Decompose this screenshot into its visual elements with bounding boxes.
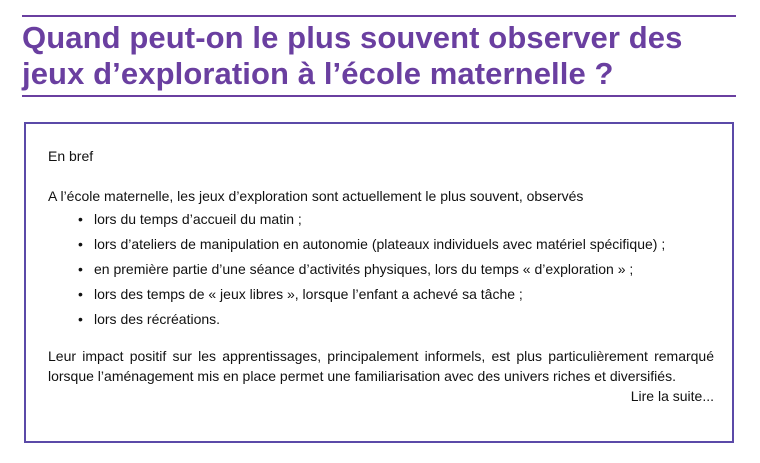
list-item-text: lors des temps de « jeux libres », lorsque l’enfant a achevé sa tâche ; (94, 286, 523, 302)
page-title-line-2: jeux d’exploration à l’école maternelle ? (22, 56, 614, 91)
bullet-icon: • (78, 311, 83, 327)
list-item-text: lors des récréations. (94, 311, 221, 327)
list-item-text: lors du temps d’accueil du matin ; (94, 211, 302, 227)
list-item-text: en première partie d’une séance d’activités physiques, lors du temps « d’exploration » ; (94, 261, 634, 277)
summary-heading: En bref (48, 148, 94, 164)
observation-list (48, 207, 714, 332)
bullet-icon: • (78, 261, 83, 277)
top-divider (22, 15, 736, 17)
bottom-divider (22, 95, 736, 97)
list-item (48, 282, 714, 307)
list-item (48, 207, 714, 232)
summary-intro: A l’école maternelle, les jeux d’exploration sont actuellement le plus souvent, observés (48, 188, 584, 204)
impact-paragraph: Leur impact positif sur les apprentissages, principalement informels, est plus particulièrement remarqué lorsque l’aménagement mis en place permet une familiarisation avec des univers riches et diversifiés. (48, 348, 714, 384)
bullet-icon: • (78, 236, 83, 252)
list-item (48, 232, 714, 257)
list-item (48, 307, 714, 332)
list-item (48, 257, 714, 282)
read-more-link[interactable]: Lire la suite... (630, 388, 714, 404)
page-title (22, 20, 742, 92)
summary-box (24, 122, 734, 443)
summary-content (48, 146, 714, 406)
bullet-icon: • (78, 286, 83, 302)
bullet-icon: • (78, 211, 83, 227)
page-title-line-1: Quand peut-on le plus souvent observer des (22, 20, 683, 55)
list-item-text: lors d’ateliers de manipulation en autonomie (plateaux individuels avec matériel spécifique) ; (94, 236, 666, 252)
